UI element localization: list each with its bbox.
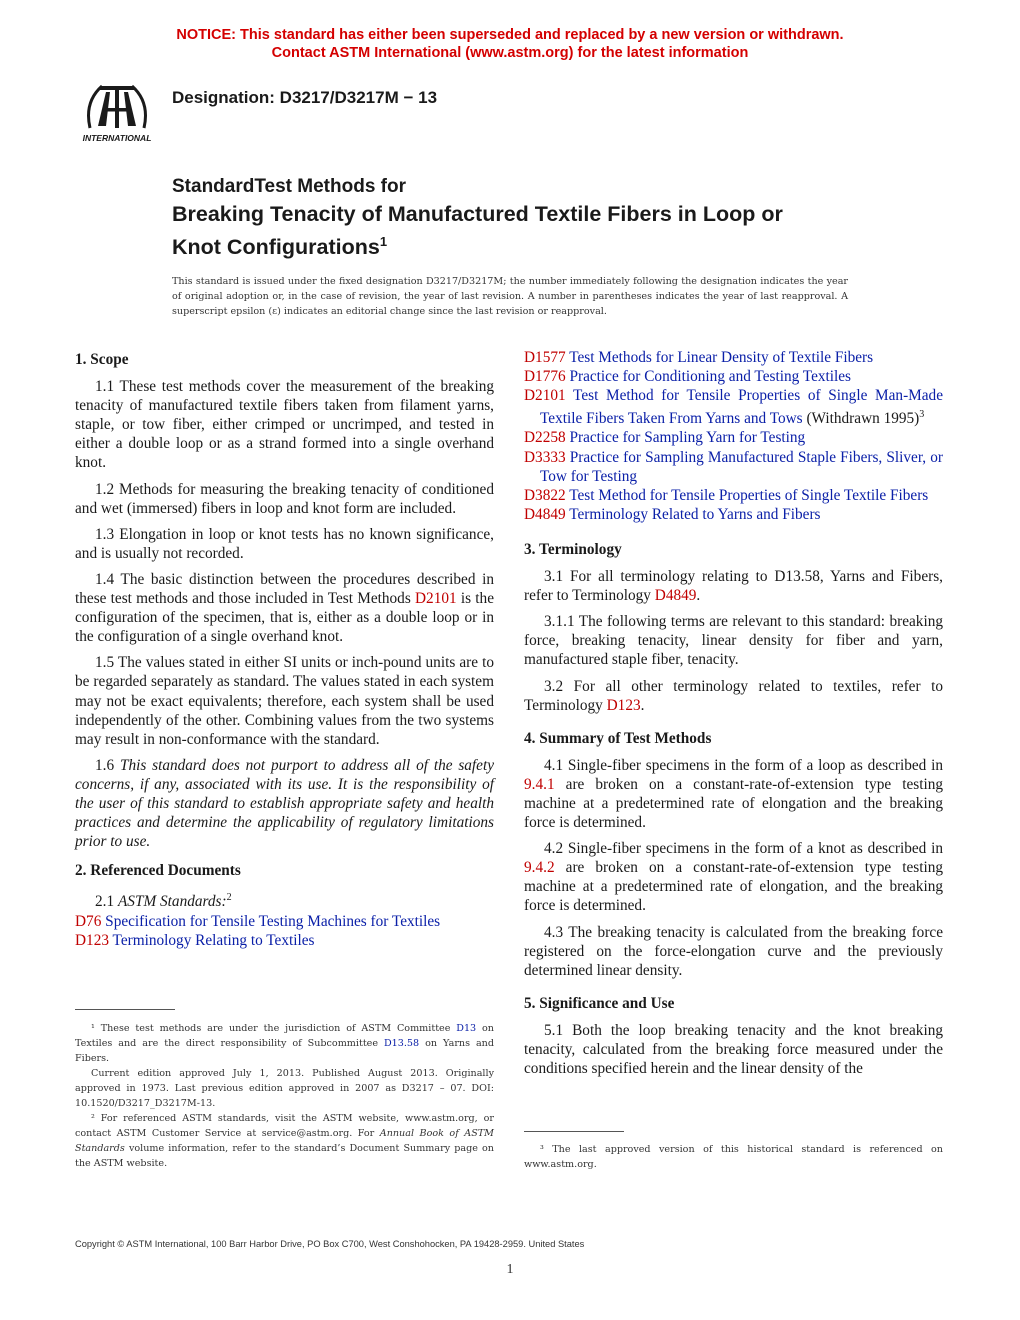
reference-title[interactable]: Practice for Sampling Manufactured Staple Fibers, Sliver, or Tow for Testing [540, 448, 943, 485]
footnote-2-text-a: ² For referenced ASTM standards, visit the ASTM website, www.astm.org, or contact ASTM Customer Service at service@astm.org. For [75, 1113, 494, 1139]
para-3-1 [524, 567, 943, 605]
title-line-3 [172, 228, 932, 261]
para-4-1-text-b: are broken on a constant-rate-of-extension type testing machine at a predetermined rate of elongation and the breaking force is determined. [524, 775, 943, 832]
reference-code[interactable]: D2101 [524, 387, 566, 405]
footnote-rule-right [524, 1131, 624, 1132]
notice-line-2: Contact ASTM International (www.astm.org) for the latest information [271, 45, 749, 61]
reference-item[interactable] [524, 486, 943, 505]
reference-code[interactable]: D4849 [524, 505, 566, 523]
left-column [75, 350, 494, 950]
notice-line-1: NOTICE: This standard has either been superseded and replaced by a new version or withdrawn. [176, 27, 844, 43]
para-1-4 [75, 570, 494, 646]
para-1-5: 1.5 The values stated in either SI units or inch-pound units are to be regarded separately as standard. The values stated in each system may not be exact equivalents; therefore, each system shall be used independently of the other. Combining values from the two systems may result in non-conformance with the standard. [75, 654, 494, 748]
link-d13[interactable]: D13 [456, 1023, 477, 1034]
footnotes-right [524, 1142, 943, 1172]
reference-code[interactable]: D1776 [524, 368, 566, 386]
copyright-line: Copyright © ASTM International, 100 Barr Harbor Drive, PO Box C700, West Conshohocken, PA 19428-2959. United States [75, 1239, 585, 1249]
designation: Designation: D3217/D3217M − 13 [172, 88, 438, 107]
para-4-2-text-a: 4.2 Single-fiber specimens in the form of a knot as described in [544, 840, 943, 858]
para-3-1-text-b: . [696, 587, 701, 605]
reference-item[interactable] [524, 348, 943, 367]
document-title [172, 174, 932, 261]
para-2-1 [75, 888, 494, 911]
reference-item[interactable] [524, 505, 943, 524]
para-2-1-label: ASTM Standards: [117, 893, 227, 911]
reference-item[interactable] [524, 386, 943, 428]
reference-code[interactable]: D1577 [524, 349, 566, 366]
notice-banner [0, 26, 1020, 62]
footnote-3: ³ The last approved version of this historical standard is referenced on www.astm.org. [524, 1144, 943, 1170]
para-1-6-text: This standard does not purport to address all of the safety concerns, if any, associated with its use. It is the responsibility of the user of this standard to establish appropriate safety and health practices and determine the applicability of regulatory limitations prior to use. [75, 756, 495, 851]
para-4-3: 4.3 The breaking tenacity is calculated from the breaking force registered on the force-elongation curve and the previously determined linear density. [524, 923, 943, 979]
para-2-1-num: 2.1 [95, 893, 118, 911]
para-3-1-1: 3.1.1 The following terms are relevant to this standard: breaking force, breaking tenacity, linear density for fiber and yarn, manufactured staple fiber, tenacity. [524, 613, 943, 669]
footnote-2 [75, 1111, 494, 1171]
footnote-1-text-b: on Textiles and are the direct responsibility of Subcommittee [75, 1023, 494, 1049]
left-reference-list [75, 912, 494, 950]
reference-item[interactable] [524, 428, 943, 447]
reference-title[interactable]: Practice for Conditioning and Testing Textiles [565, 368, 851, 386]
para-1-6-num: 1.6 [95, 756, 120, 774]
para-1-4-text-a: 1.4 The basic distinction between the procedures described in these test methods and those included in Test Methods [75, 570, 494, 608]
reference-item[interactable] [524, 367, 943, 386]
reference-title[interactable]: Practice for Sampling Yarn for Testing [565, 429, 806, 447]
issued-note: This standard is issued under the fixed designation D3217/D3217M; the number immediately following the designation indicates the year of original adoption or, in the case of revision, the year of last revision. A number in parentheses indicates the year of last reapproval. A superscript epsilon (ε) indicates an editorial change since the last revision or reapproval. [172, 276, 848, 317]
para-4-2-text-b: are broken on a constant-rate-of-extension type testing machine at a predetermined rate of elongation, and the breaking force is determined. [524, 859, 943, 915]
reference-item[interactable] [75, 931, 494, 950]
footnote-1-text-a: ¹ These test methods are under the jurisdiction of ASTM Committee [91, 1023, 457, 1034]
reference-title[interactable]: Test Method for Tensile Properties of Single Textile Fibers [565, 486, 929, 504]
reference-footnote-mark: 3 [919, 409, 925, 421]
link-d13-58[interactable]: D13.58 [383, 1038, 420, 1049]
reference-title[interactable]: Terminology Relating to Textiles [109, 931, 315, 949]
footnote-1-text-c: on Yarns and Fibers. [75, 1038, 495, 1064]
section-heading-significance: 5. Significance and Use [524, 994, 675, 1012]
para-2-1-sup: 2 [226, 892, 232, 904]
footnote-rule-left [75, 1009, 175, 1010]
reference-code[interactable]: D2258 [524, 429, 566, 447]
page-number: 1 [506, 1262, 514, 1277]
link-9-4-1[interactable]: 9.4.1 [524, 775, 555, 793]
reference-code[interactable]: D76 [75, 912, 102, 930]
section-heading-referenced: 2. Referenced Documents [75, 862, 241, 880]
para-3-2 [524, 677, 943, 715]
title-line-2: Breaking Tenacity of Manufactured Textile Fibers in Loop or [172, 202, 783, 226]
right-reference-list [524, 348, 943, 524]
para-1-3: 1.3 Elongation in loop or knot tests has no known significance, and is usually not recorded. [75, 525, 494, 562]
link-9-4-2[interactable]: 9.4.2 [524, 859, 555, 877]
link-d123[interactable]: D123 [606, 696, 641, 714]
link-d2101[interactable]: D2101 [415, 590, 457, 608]
para-1-2: 1.2 Methods for measuring the breaking tenacity of conditioned and wet (immersed) fibers in loop and knot form are included. [75, 480, 494, 517]
reference-title[interactable]: Test Methods for Linear Density of Textile Fibers [565, 349, 874, 366]
reference-code[interactable]: D3822 [524, 486, 566, 504]
logo-wordmark: INTERNATIONAL [82, 133, 152, 143]
footnote-2-italic: Annual Book of ASTM Standards [75, 1128, 494, 1154]
title-footnote-mark: 1 [379, 234, 388, 249]
footnote-1 [75, 1021, 494, 1066]
section-heading-terminology: 3. Terminology [524, 540, 622, 558]
para-5-1: 5.1 Both the loop breaking tenacity and the knot breaking tenacity, calculated from the breaking force measured under the conditions specified herein and the linear density of the [524, 1021, 943, 1078]
reference-item[interactable] [75, 912, 494, 931]
reference-title[interactable]: Specification for Tensile Testing Machines for Textiles [101, 912, 441, 930]
para-3-2-text-b: . [640, 696, 645, 714]
para-4-2 [524, 839, 943, 915]
reference-title[interactable]: Terminology Related to Yarns and Fibers [565, 505, 821, 523]
section-heading-scope: 1. Scope [75, 351, 129, 368]
footnote-1-edition: Current edition approved July 1, 2013. Published August 2013. Originally approved in 1973. Last previous edition approved in 2007 as D3217 – 07. DOI: 10.1520/D3217_D3217M-13. [75, 1068, 494, 1109]
para-1-6 [75, 756, 494, 851]
para-3-1-text-a: 3.1 For all terminology relating to D13.58, Yarns and Fibers, refer to Terminology [524, 568, 943, 605]
reference-code[interactable]: D123 [75, 931, 109, 949]
link-d4849[interactable]: D4849 [654, 587, 697, 605]
para-4-1-text-a: 4.1 Single-fiber specimens in the form of a loop as described in [544, 756, 943, 774]
footnote-2-text-b: volume information, refer to the standard’s Document Summary page on the ASTM website. [75, 1143, 494, 1169]
footnotes-left [75, 1021, 494, 1171]
reference-title[interactable]: Test Method for Tensile Properties of Single Man-Made Textile Fibers Taken From Yarns and Tows [540, 387, 943, 428]
para-1-4-text-b: is the configuration of the specimen, that is, either as a double loop or in the configuration of a single overhand knot. [75, 590, 494, 646]
reference-withdrawn-note: (Withdrawn 1995) [802, 410, 920, 428]
reference-code[interactable]: D3333 [524, 448, 566, 466]
title-line-3-text: Knot Configurations [172, 235, 380, 260]
section-heading-summary: 4. Summary of Test Methods [524, 729, 712, 747]
para-4-1 [524, 756, 943, 832]
reference-item[interactable] [524, 448, 943, 486]
title-line-1: StandardTest Methods for [172, 176, 406, 197]
right-column [524, 350, 943, 1085]
astm-logo [76, 72, 158, 144]
para-1-1: 1.1 These test methods cover the measurement of the breaking tenacity of manufactured textile fibers taken from filament yarns, staple, or tow fiber, either crimped or uncrimped, and tested in either a double loop or as a strand formed into a single overhand knot. [75, 378, 494, 472]
para-3-2-text-a: 3.2 For all other terminology related to textiles, refer to Terminology [524, 677, 943, 714]
